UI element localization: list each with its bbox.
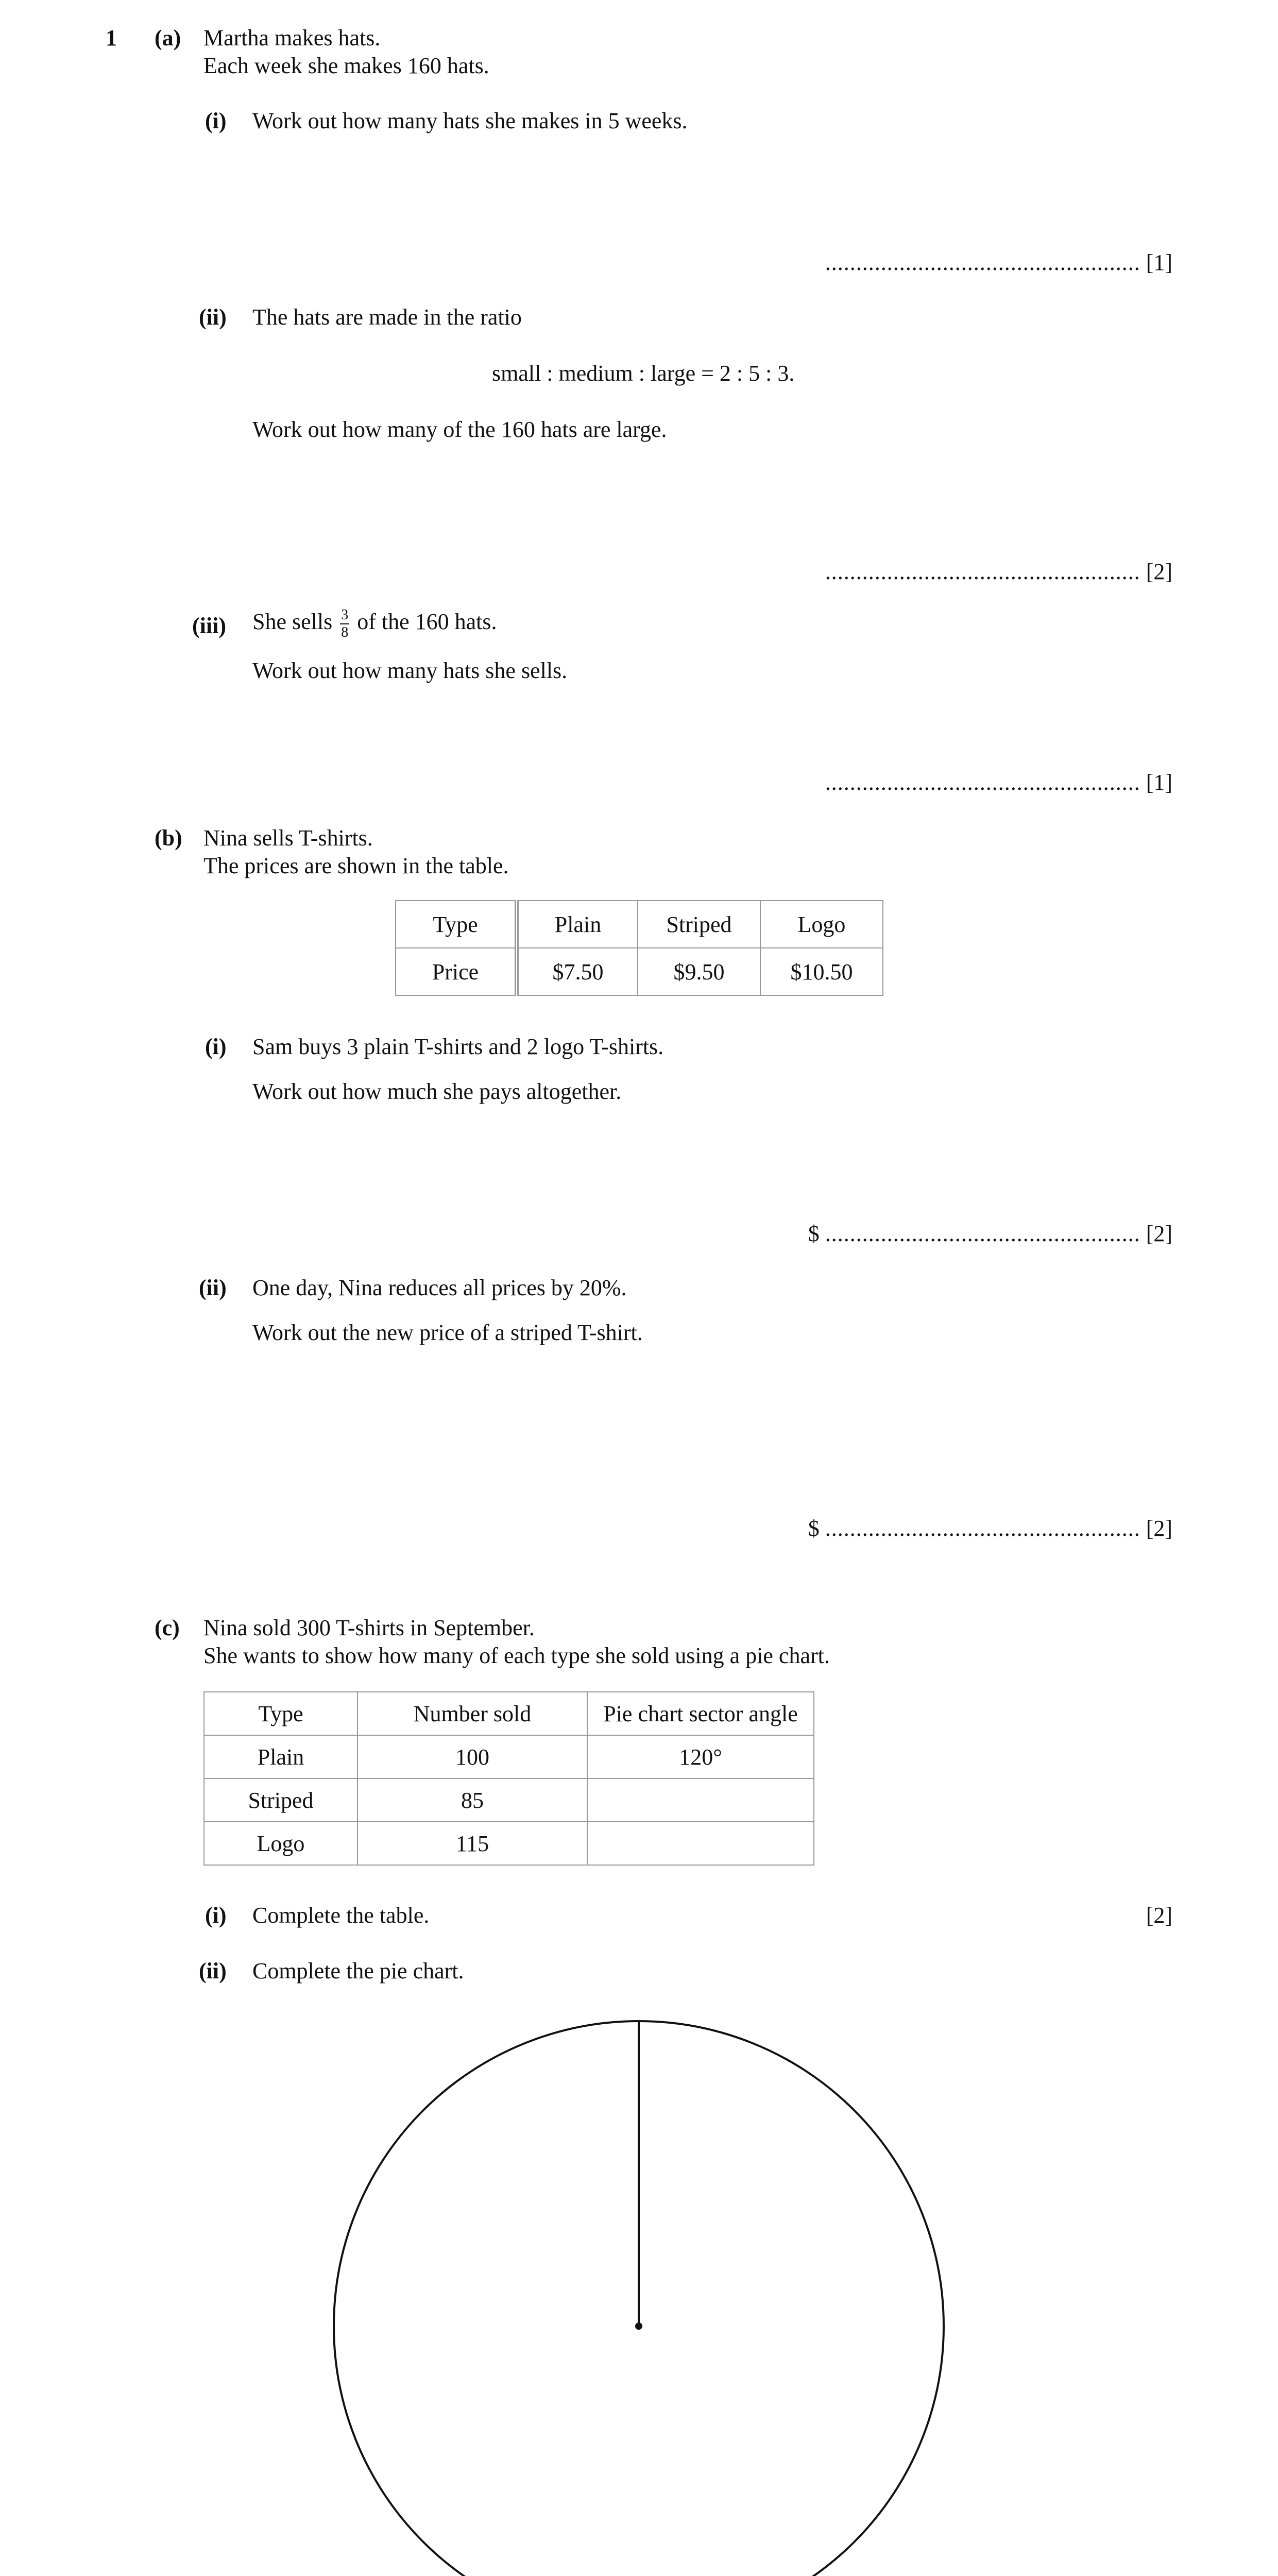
part-b-line2: The prices are shown in the table. [203,853,509,878]
price-table-cell: Logo [760,901,883,948]
price-table-cell: Plain [517,901,638,948]
pie-table-row [204,1778,814,1822]
part-a-iii-text1 [252,608,497,640]
part-a-i-text: Work out how many hats she makes in 5 weeks. [252,108,688,133]
part-c-line1: Nina sold 300 T-shirts in September. [203,1615,535,1640]
pie-table-cell: 120° [587,1735,814,1778]
pie-table-row [204,1822,814,1865]
part-a-iii-label: (iii) [192,613,226,638]
part-a-line1: Martha makes hats. [203,25,381,50]
part-a-ii-label: (ii) [199,304,227,330]
part-b-i-text1: Sam buys 3 plain T-shirts and 2 logo T-shirts. [252,1034,664,1059]
part-c-label: (c) [155,1615,180,1640]
part-a-i-label: (i) [205,108,227,133]
part-c-ii-label: (ii) [199,1958,227,1984]
price-table-cell: Type [396,901,517,948]
price-table [395,900,883,996]
part-a-line2: Each week she makes 160 hats. [203,53,489,78]
pie-table-cell: Plain [204,1735,357,1778]
pie-table-header: Type [204,1692,357,1735]
part-b-line1: Nina sells T-shirts. [203,825,373,851]
answer-dots: ................................................... [825,559,1140,584]
pie-table-cell: 85 [357,1778,587,1822]
dollar-prefix: $ [808,1516,820,1541]
pie-table-header: Number sold [357,1692,587,1735]
price-table-cell: Price [396,948,517,995]
pie-chart-circle[interactable] [330,2017,948,2576]
pie-table-cell: Striped [204,1778,357,1822]
answer-dots: ................................................... [825,250,1140,275]
part-b-ii-text2: Work out the new price of a striped T-shirt. [252,1320,643,1345]
price-table-header-row [396,901,883,948]
marks-a-iii: [1] [1146,770,1172,795]
dollar-prefix: $ [808,1221,820,1246]
pie-table-cell: 115 [357,1822,587,1865]
answer-line-b-i[interactable] [808,1223,1172,1245]
part-c-i-label: (i) [205,1903,227,1928]
answer-line-a-i[interactable] [825,251,1172,274]
answer-dots: ................................................... [825,770,1140,795]
fraction-three-eighths: $\frac{3}{8}$ [341,607,349,640]
part-b-label: (b) [155,825,182,851]
pie-table-answer-cell[interactable] [587,1822,814,1865]
ratio-statement: small : medium : large = 2 : 5 : 3. [492,361,795,386]
part-a-iii-pre: She sells [252,609,333,635]
marks-a-i: [1] [1146,250,1172,275]
pie-table-header: Pie chart sector angle [587,1692,814,1735]
pie-table-header-row [204,1692,814,1735]
part-a-ii-text2: Work out how many of the 160 hats are large. [252,417,667,442]
marks-c-i: [2] [1146,1903,1172,1928]
pie-center-dot [635,2323,642,2330]
part-b-ii-label: (ii) [199,1275,227,1300]
part-a-iii-text2: Work out how many hats she sells. [252,658,568,683]
part-b-i-label: (i) [205,1034,227,1059]
answer-dots: ................................................... [825,1516,1140,1541]
answer-line-b-ii[interactable] [808,1517,1172,1540]
answer-dots: ................................................... [825,1221,1140,1246]
pie-data-table [203,1691,814,1866]
question-number: 1 [106,25,117,50]
part-a-iii-post: of the 160 hats. [357,609,497,635]
marks-b-i: [2] [1146,1221,1172,1246]
part-c-i-text: Complete the table. [252,1903,430,1928]
part-c-ii-text: Complete the pie chart. [252,1958,464,1984]
part-a-ii-text1: The hats are made in the ratio [252,304,522,330]
price-table-cell: $10.50 [760,948,883,995]
part-a-label: (a) [155,25,181,50]
part-b-ii-text1: One day, Nina reduces all prices by 20%. [252,1275,627,1300]
answer-line-a-ii[interactable] [825,561,1172,583]
marks-a-ii: [2] [1146,559,1172,584]
part-b-i-text2: Work out how much she pays altogether. [252,1079,622,1104]
marks-b-ii: [2] [1146,1516,1172,1541]
price-table-cell: Striped [638,901,760,948]
part-c-line2: She wants to show how many of each type she sold using a pie chart. [203,1643,830,1668]
price-table-cell: $7.50 [517,948,638,995]
price-table-cell: $9.50 [638,948,760,995]
pie-table-cell: Logo [204,1822,357,1865]
answer-line-a-iii[interactable] [825,771,1172,794]
pie-table-answer-cell[interactable] [587,1778,814,1822]
price-table-price-row [396,948,883,995]
pie-table-cell: 100 [357,1735,587,1778]
pie-table-row [204,1735,814,1778]
